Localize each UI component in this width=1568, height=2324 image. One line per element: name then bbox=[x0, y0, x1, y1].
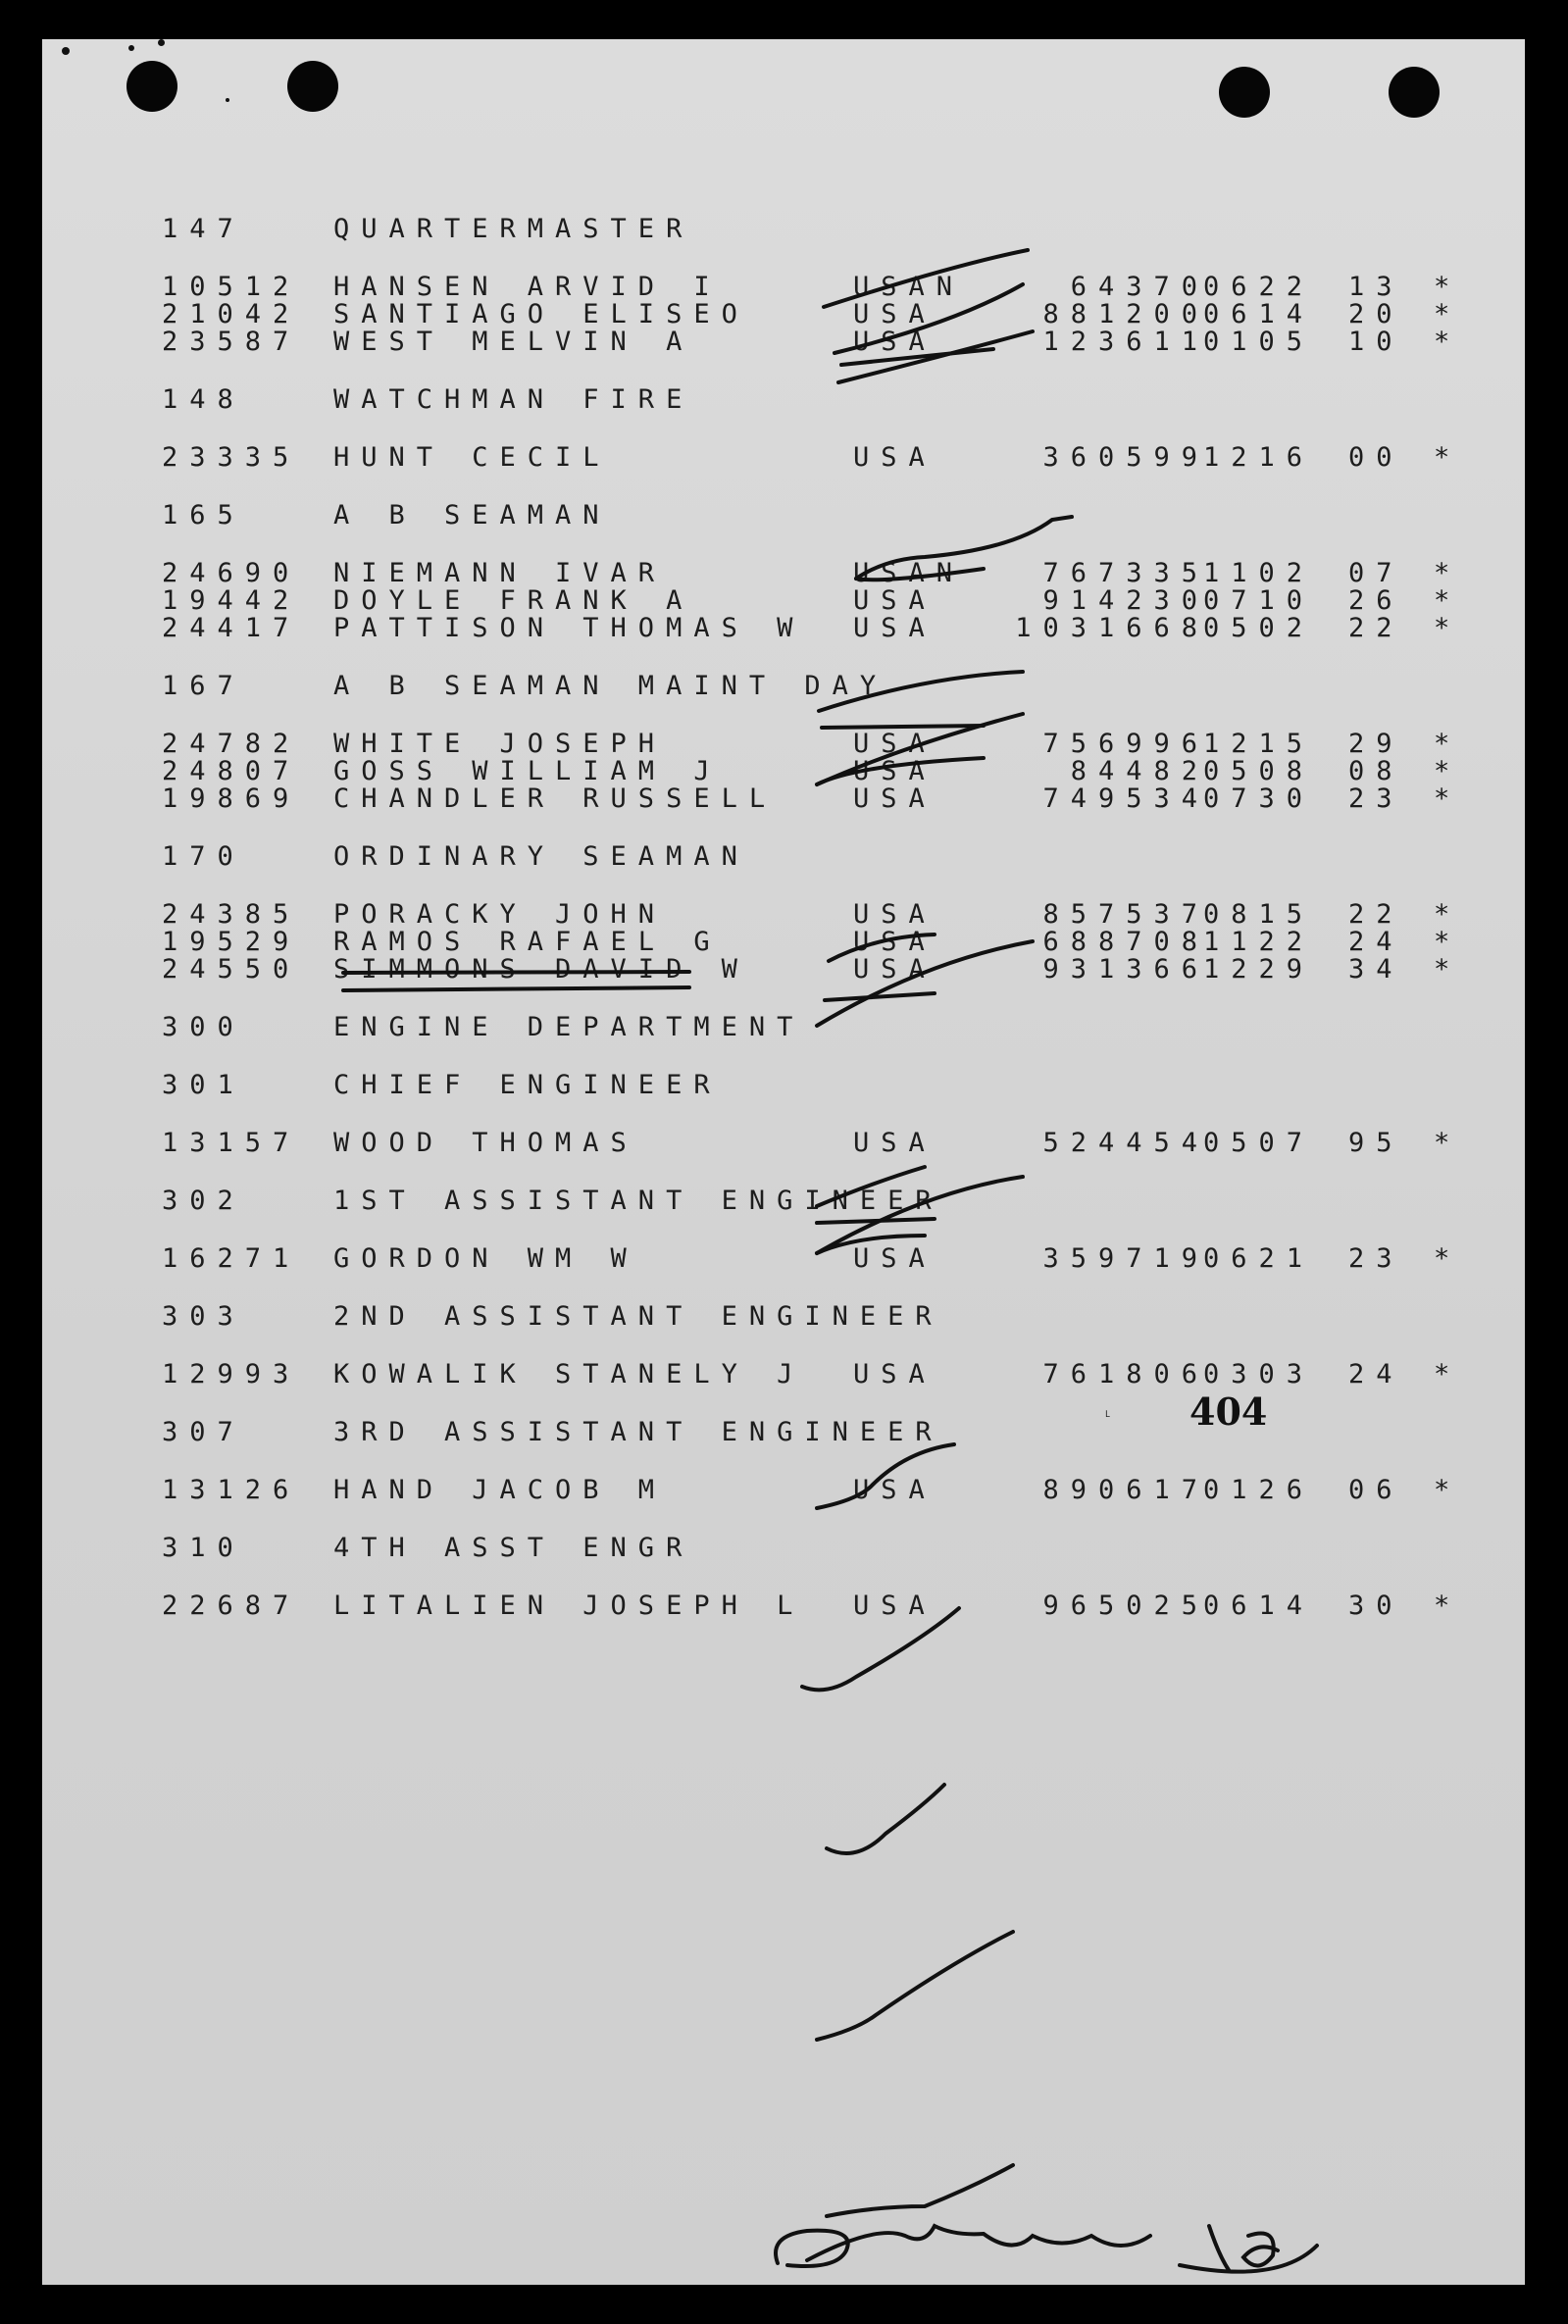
citizenship: USAN bbox=[853, 558, 965, 588]
crew-name: GORDON WM W bbox=[333, 1243, 638, 1274]
document-number: 749534 bbox=[1042, 783, 1209, 814]
crew-row bbox=[42, 1243, 1525, 1277]
citizenship: USA bbox=[853, 299, 936, 329]
crew-name: HANSEN ARVID I bbox=[333, 272, 722, 302]
section-title: 4TH ASST ENGR bbox=[333, 1533, 694, 1563]
citizenship: USA bbox=[853, 1591, 936, 1621]
citizenship: USA bbox=[853, 783, 936, 814]
seaman-number: 19442 bbox=[162, 585, 301, 616]
citizenship: USA bbox=[853, 613, 936, 643]
date-code: 0621 bbox=[1203, 1243, 1315, 1274]
section-title: 3RD ASSISTANT ENGINEER bbox=[333, 1417, 943, 1447]
date-code: 1215 bbox=[1203, 729, 1315, 759]
crew-name: GOSS WILLIAM J bbox=[333, 756, 722, 786]
citizenship: USA bbox=[853, 327, 936, 357]
section-header bbox=[42, 1186, 1525, 1219]
seaman-number: 19529 bbox=[162, 927, 301, 957]
section-header bbox=[42, 1533, 1525, 1566]
date-code: 1216 bbox=[1203, 442, 1315, 473]
status-mark: * bbox=[1434, 729, 1450, 759]
seaman-number: 19869 bbox=[162, 783, 301, 814]
tick-mark: ˪ bbox=[1103, 1402, 1113, 1421]
section-header bbox=[42, 671, 1525, 704]
status-mark: * bbox=[1434, 756, 1450, 786]
citizenship: USA bbox=[853, 442, 936, 473]
code-value: 26 bbox=[1348, 585, 1404, 616]
seaman-number: 24417 bbox=[162, 613, 301, 643]
crew-row bbox=[42, 1128, 1525, 1161]
status-mark: * bbox=[1434, 927, 1450, 957]
code-value: 30 bbox=[1348, 1591, 1404, 1621]
document-number: 761806 bbox=[1042, 1359, 1209, 1389]
crew-name: LITALIEN JOSEPH L bbox=[333, 1591, 805, 1621]
section-title: 1ST ASSISTANT ENGINEER bbox=[333, 1186, 943, 1216]
status-mark: * bbox=[1434, 1243, 1450, 1274]
status-mark: * bbox=[1434, 585, 1450, 616]
code-value: 10 bbox=[1348, 327, 1404, 357]
document-number: 524454 bbox=[1042, 1128, 1209, 1158]
document-number: 914230 bbox=[1042, 585, 1209, 616]
section-title: CHIEF ENGINEER bbox=[333, 1070, 722, 1100]
punch-hole bbox=[1219, 67, 1270, 118]
seaman-number: 16271 bbox=[162, 1243, 301, 1274]
status-mark: * bbox=[1434, 1359, 1450, 1389]
code-value: 20 bbox=[1348, 299, 1404, 329]
document-number: 64370 bbox=[1070, 272, 1209, 302]
section-header bbox=[42, 384, 1525, 418]
code-value: 29 bbox=[1348, 729, 1404, 759]
document-number: 688708 bbox=[1042, 927, 1209, 957]
status-mark: * bbox=[1434, 558, 1450, 588]
code-value: 23 bbox=[1348, 1243, 1404, 1274]
crew-name: WHITE JOSEPH bbox=[333, 729, 667, 759]
status-mark: * bbox=[1434, 899, 1450, 930]
document-number: 965025 bbox=[1042, 1591, 1209, 1621]
code-value: 24 bbox=[1348, 1359, 1404, 1389]
crew-row bbox=[42, 613, 1525, 646]
crew-name: SIMMONS DAVID W bbox=[333, 954, 749, 985]
section-header bbox=[42, 500, 1525, 533]
seaman-number: 10512 bbox=[162, 272, 301, 302]
date-code: 1122 bbox=[1203, 927, 1315, 957]
status-mark: * bbox=[1434, 327, 1450, 357]
document-page bbox=[42, 39, 1525, 2285]
citizenship: USA bbox=[853, 1243, 936, 1274]
citizenship: USA bbox=[853, 585, 936, 616]
citizenship: USA bbox=[853, 927, 936, 957]
citizenship: USAN bbox=[853, 272, 965, 302]
crew-name: KOWALIK STANELY J bbox=[333, 1359, 805, 1389]
code-value: 06 bbox=[1348, 1475, 1404, 1505]
crew-row bbox=[42, 783, 1525, 817]
document-number: 767335 bbox=[1042, 558, 1209, 588]
document-number: 857537 bbox=[1042, 899, 1209, 930]
section-code: 170 bbox=[162, 841, 245, 872]
crew-name: RAMOS RAFAEL G bbox=[333, 927, 722, 957]
seaman-number: 24385 bbox=[162, 899, 301, 930]
document-number: 931366 bbox=[1042, 954, 1209, 985]
section-header bbox=[42, 1301, 1525, 1335]
crew-name: DOYLE FRANK A bbox=[333, 585, 694, 616]
date-code: 0622 bbox=[1203, 272, 1315, 302]
citizenship: USA bbox=[853, 1128, 936, 1158]
crew-row bbox=[42, 442, 1525, 476]
section-code: 302 bbox=[162, 1186, 245, 1216]
citizenship: USA bbox=[853, 1475, 936, 1505]
seaman-number: 13157 bbox=[162, 1128, 301, 1158]
status-mark: * bbox=[1434, 1591, 1450, 1621]
code-value: 22 bbox=[1348, 613, 1404, 643]
document-number: 123611 bbox=[1042, 327, 1209, 357]
section-code: 303 bbox=[162, 1301, 245, 1332]
seaman-number: 23335 bbox=[162, 442, 301, 473]
seaman-number: 21042 bbox=[162, 299, 301, 329]
status-mark: * bbox=[1434, 783, 1450, 814]
document-number: 756996 bbox=[1042, 729, 1209, 759]
section-title: ORDINARY SEAMAN bbox=[333, 841, 749, 872]
status-mark: * bbox=[1434, 1475, 1450, 1505]
status-mark: * bbox=[1434, 954, 1450, 985]
section-code: 301 bbox=[162, 1070, 245, 1100]
section-title: QUARTERMASTER bbox=[333, 214, 694, 244]
code-value: 08 bbox=[1348, 756, 1404, 786]
crew-row bbox=[42, 954, 1525, 987]
date-code: 0614 bbox=[1203, 1591, 1315, 1621]
date-code: 0105 bbox=[1203, 327, 1315, 357]
crew-row bbox=[42, 1359, 1525, 1392]
crew-name: PATTISON THOMAS W bbox=[333, 613, 805, 643]
crew-name: HAND JACOB M bbox=[333, 1475, 667, 1505]
section-code: 307 bbox=[162, 1417, 245, 1447]
citizenship: USA bbox=[853, 729, 936, 759]
document-number: 881200 bbox=[1042, 299, 1209, 329]
crew-row bbox=[42, 1475, 1525, 1508]
seaman-number: 13126 bbox=[162, 1475, 301, 1505]
crew-name: PORACKY JOHN bbox=[333, 899, 667, 930]
section-header bbox=[42, 214, 1525, 247]
crew-row bbox=[42, 1591, 1525, 1624]
code-value: 23 bbox=[1348, 783, 1404, 814]
section-code: 300 bbox=[162, 1012, 245, 1042]
citizenship: USA bbox=[853, 1359, 936, 1389]
date-code: 0710 bbox=[1203, 585, 1315, 616]
section-code: 310 bbox=[162, 1533, 245, 1563]
crew-name: WEST MELVIN A bbox=[333, 327, 694, 357]
code-value: 07 bbox=[1348, 558, 1404, 588]
crew-name: HUNT CECIL bbox=[333, 442, 611, 473]
citizenship: USA bbox=[853, 756, 936, 786]
seaman-number: 24782 bbox=[162, 729, 301, 759]
document-number: 359719 bbox=[1042, 1243, 1209, 1274]
section-title: 2ND ASSISTANT ENGINEER bbox=[333, 1301, 943, 1332]
status-mark: * bbox=[1434, 613, 1450, 643]
date-code: 1229 bbox=[1203, 954, 1315, 985]
date-code: 0126 bbox=[1203, 1475, 1315, 1505]
date-code: 0614 bbox=[1203, 299, 1315, 329]
section-code: 167 bbox=[162, 671, 245, 701]
section-code: 148 bbox=[162, 384, 245, 415]
code-value: 13 bbox=[1348, 272, 1404, 302]
crew-name: SANTIAGO ELISEO bbox=[333, 299, 749, 329]
section-title: A B SEAMAN MAINT DAY bbox=[333, 671, 888, 701]
code-value: 24 bbox=[1348, 927, 1404, 957]
date-code: 0502 bbox=[1203, 613, 1315, 643]
handwritten-check-marks bbox=[42, 39, 1525, 2285]
date-code: 0507 bbox=[1203, 1128, 1315, 1158]
section-title: ENGINE DEPARTMENT bbox=[333, 1012, 805, 1042]
status-mark: * bbox=[1434, 1128, 1450, 1158]
code-value: 34 bbox=[1348, 954, 1404, 985]
code-value: 95 bbox=[1348, 1128, 1404, 1158]
status-mark: * bbox=[1434, 272, 1450, 302]
seaman-number: 24807 bbox=[162, 756, 301, 786]
section-header bbox=[42, 1012, 1525, 1045]
seaman-number: 23587 bbox=[162, 327, 301, 357]
page-number: 404 bbox=[1189, 1389, 1268, 1434]
section-header bbox=[42, 841, 1525, 875]
date-code: 1102 bbox=[1203, 558, 1315, 588]
section-title: WATCHMAN FIRE bbox=[333, 384, 694, 415]
status-mark: * bbox=[1434, 299, 1450, 329]
citizenship: USA bbox=[853, 954, 936, 985]
seaman-number: 22687 bbox=[162, 1591, 301, 1621]
date-code: 0303 bbox=[1203, 1359, 1315, 1389]
code-value: 22 bbox=[1348, 899, 1404, 930]
crew-row bbox=[42, 327, 1525, 360]
section-code: 147 bbox=[162, 214, 245, 244]
crew-name: WOOD THOMAS bbox=[333, 1128, 638, 1158]
date-code: 0730 bbox=[1203, 783, 1315, 814]
status-mark: * bbox=[1434, 442, 1450, 473]
document-number: 360599 bbox=[1042, 442, 1209, 473]
code-value: 00 bbox=[1348, 442, 1404, 473]
punch-hole bbox=[126, 61, 177, 112]
document-number: 1031668 bbox=[1015, 613, 1209, 643]
date-code: 0815 bbox=[1203, 899, 1315, 930]
document-number: 890617 bbox=[1042, 1475, 1209, 1505]
document-number: 84482 bbox=[1070, 756, 1209, 786]
crew-name: CHANDLER RUSSELL bbox=[333, 783, 778, 814]
citizenship: USA bbox=[853, 899, 936, 930]
seaman-number: 24690 bbox=[162, 558, 301, 588]
seaman-number: 12993 bbox=[162, 1359, 301, 1389]
punch-hole bbox=[287, 61, 338, 112]
section-header bbox=[42, 1070, 1525, 1103]
seaman-number: 24550 bbox=[162, 954, 301, 985]
section-code: 165 bbox=[162, 500, 245, 530]
punch-hole bbox=[1389, 67, 1440, 118]
crew-name: NIEMANN IVAR bbox=[333, 558, 667, 588]
section-title: A B SEAMAN bbox=[333, 500, 611, 530]
date-code: 0508 bbox=[1203, 756, 1315, 786]
section-header bbox=[42, 1417, 1525, 1450]
